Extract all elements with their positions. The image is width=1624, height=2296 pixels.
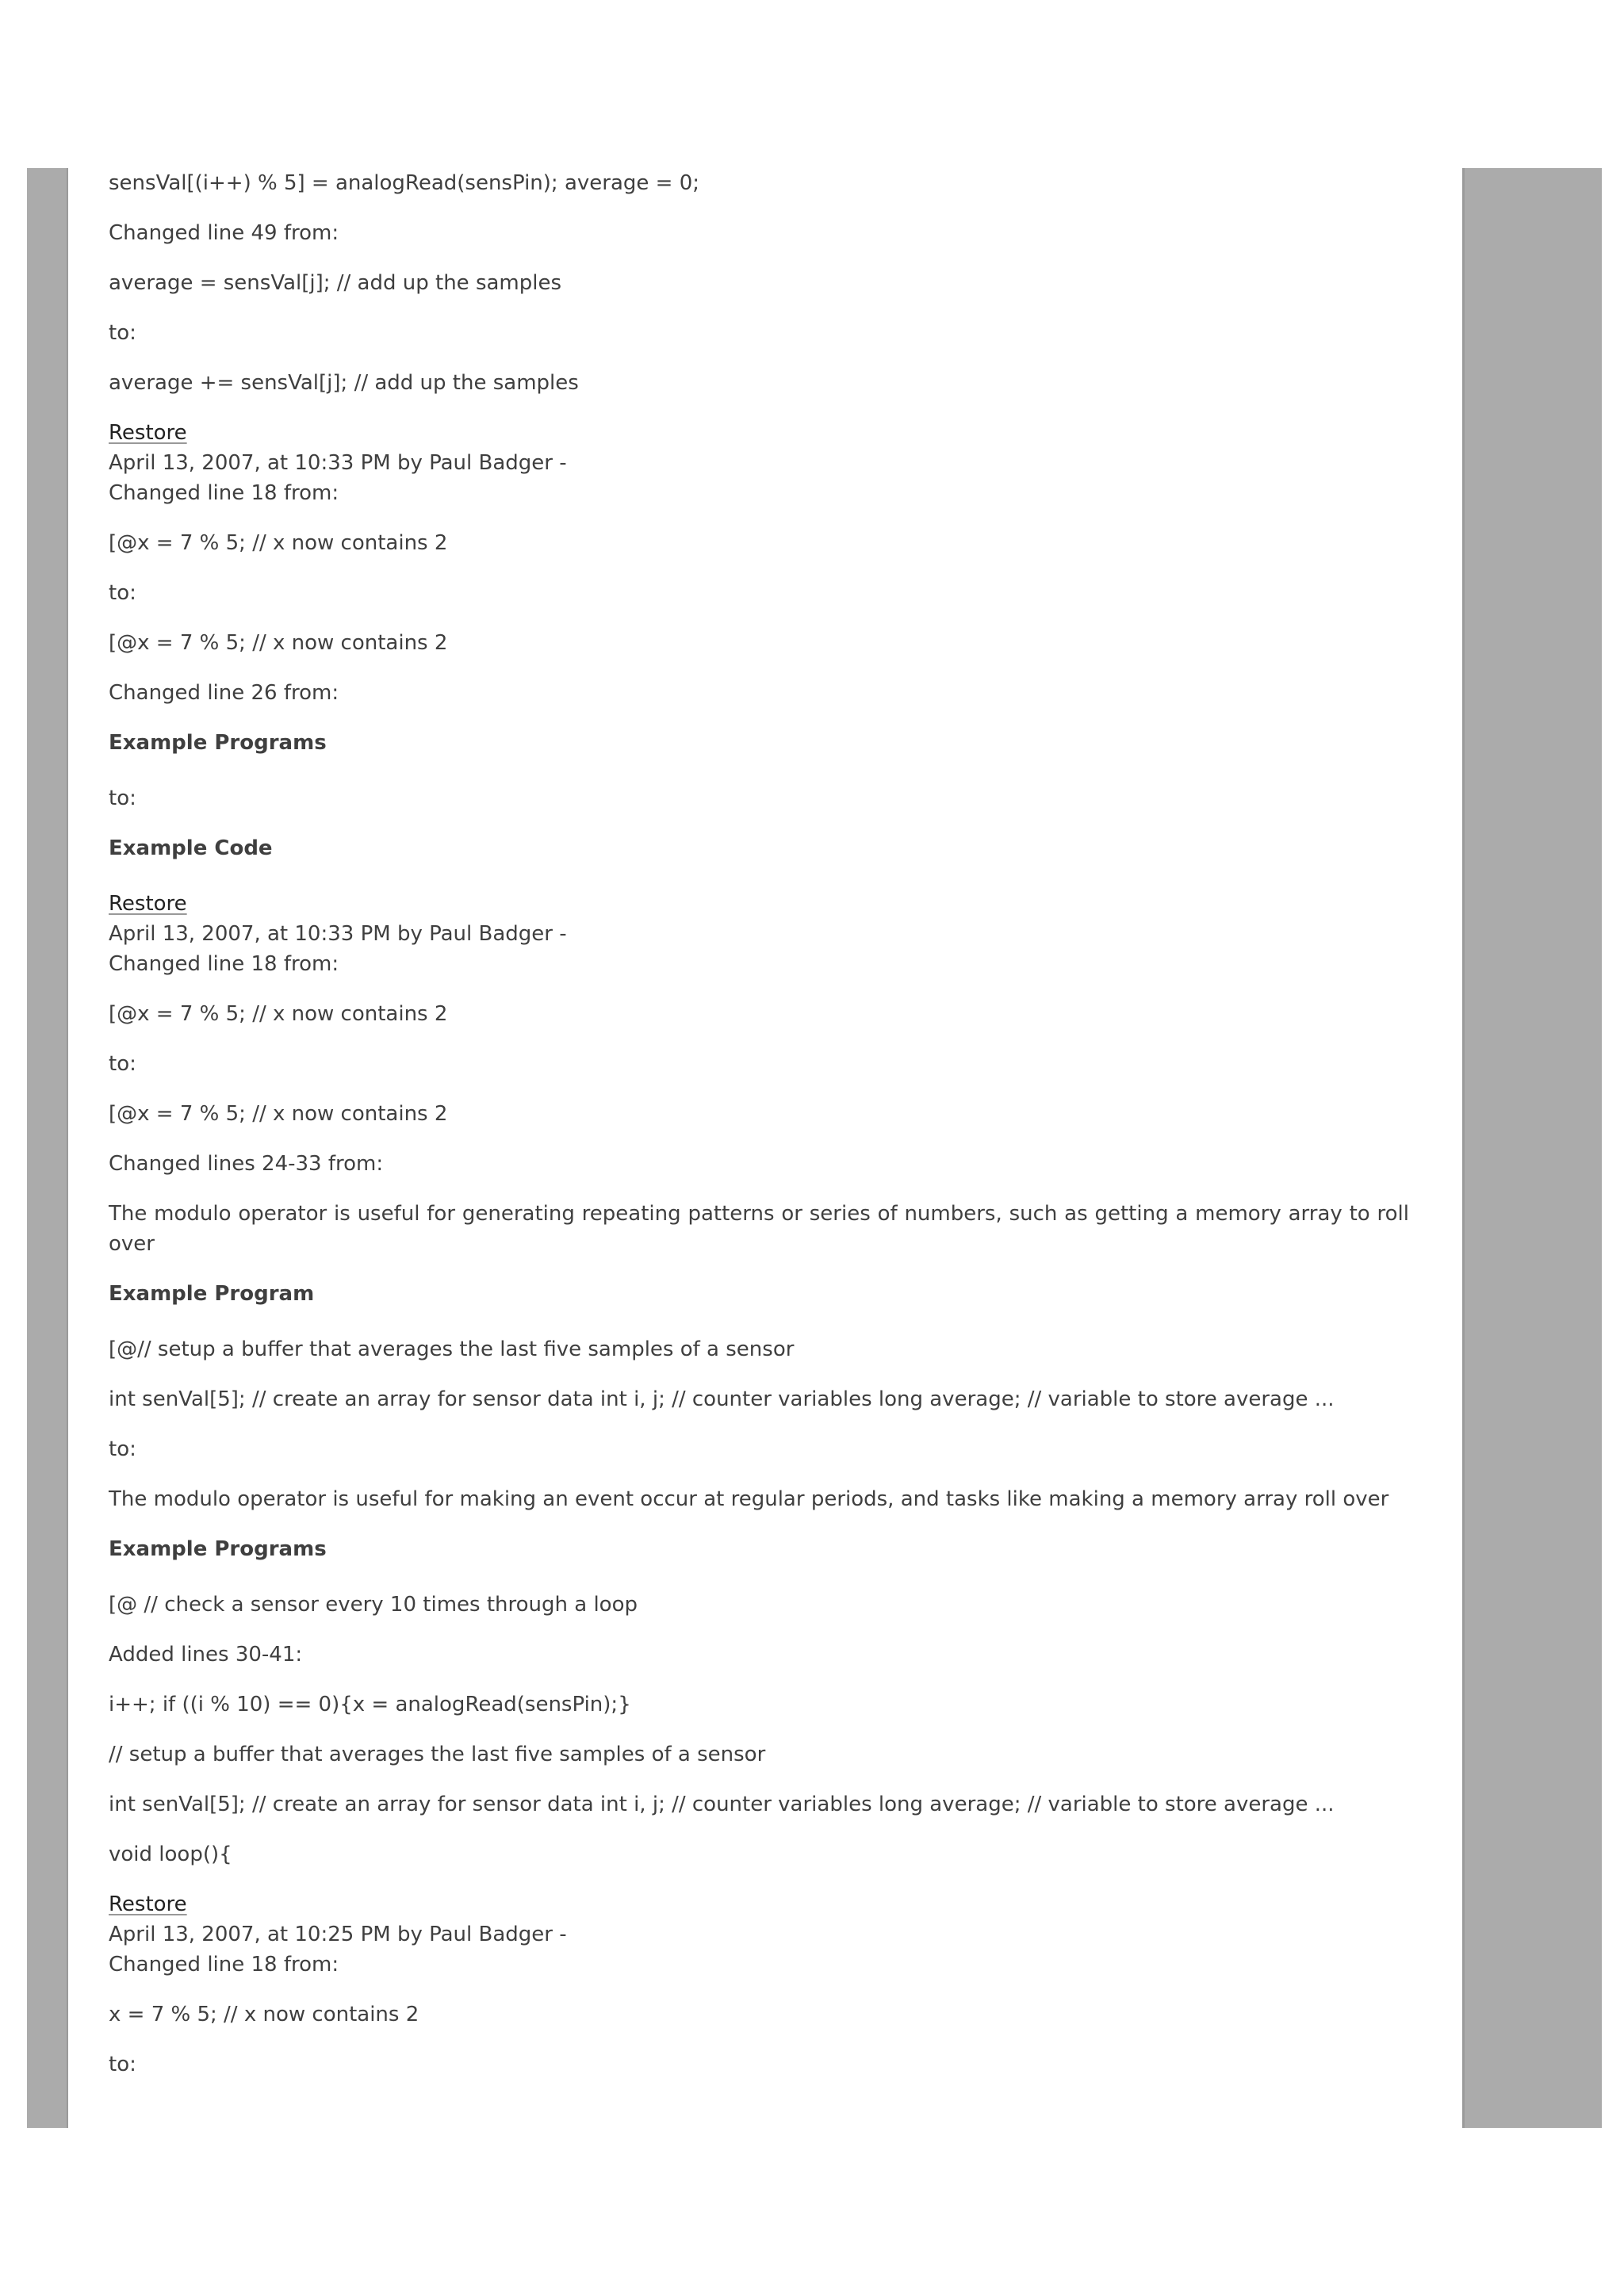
diff-text-line: to: [109, 321, 136, 345]
diff-text-line: i++; if ((i % 10) == 0){x = analogRead(sensPin);} [109, 1693, 631, 1716]
revision-entry [109, 1889, 1409, 1980]
diff-text-line: int senVal[5]; // create an array for sensor data int i, j; // counter variables long average; // variable to store average ... [109, 1793, 1335, 1816]
restore-link[interactable]: Restore [109, 1892, 187, 1916]
diff-text-line: Changed line 26 from: [109, 681, 339, 705]
diff-text-line: to: [109, 2053, 136, 2076]
revision-entry [109, 418, 1409, 508]
diff-text-line: [@ // check a sensor every 10 times through a loop [109, 1593, 638, 1617]
diff-text-line: The modulo operator is useful for making an event occur at regular periods, and tasks like making a memory array roll over [109, 1487, 1389, 1511]
diff-text-line: Added lines 30-41: [109, 1643, 303, 1667]
diff-text-line: average = sensVal[j]; // add up the samples [109, 271, 562, 295]
diff-text-line: [@x = 7 % 5; // x now contains 2 [109, 1102, 448, 1126]
revision-change-summary: Changed line 18 from: [109, 952, 339, 976]
diff-text-line: void loop(){ [109, 1843, 232, 1866]
diff-text-line: Changed lines 24-33 from: [109, 1152, 384, 1176]
diff-text-line: int senVal[5]; // create an array for sensor data int i, j; // counter variables long average; // variable to store average ... [109, 1387, 1335, 1411]
diff-text-line: to: [109, 1437, 136, 1461]
restore-link[interactable]: Restore [109, 892, 187, 916]
left-sidebar-border [27, 168, 68, 2128]
right-sidebar-border [1462, 168, 1602, 2128]
page-history-content [109, 168, 1409, 2099]
diff-text-line: Changed line 49 from: [109, 221, 339, 245]
diff-heading: Example Programs [109, 731, 327, 755]
diff-text-line: [@// setup a buffer that averages the last five samples of a sensor [109, 1337, 795, 1361]
diff-text-line: [@x = 7 % 5; // x now contains 2 [109, 631, 448, 655]
revision-date-author: April 13, 2007, at 10:25 PM by Paul Badger - [109, 1923, 567, 1946]
diff-text-line: sensVal[(i++) % 5] = analogRead(sensPin); average = 0; [109, 171, 699, 195]
diff-heading: Example Program [109, 1282, 315, 1306]
diff-text-line: // setup a buffer that averages the last five samples of a sensor [109, 1743, 766, 1766]
diff-heading: Example Programs [109, 1537, 327, 1561]
revision-date-author: April 13, 2007, at 10:33 PM by Paul Badger - [109, 451, 567, 475]
restore-link[interactable]: Restore [109, 421, 187, 445]
revision-change-summary: Changed line 18 from: [109, 1953, 339, 1976]
diff-text-line: [@x = 7 % 5; // x now contains 2 [109, 531, 448, 555]
revision-entry [109, 889, 1409, 979]
diff-heading: Example Code [109, 836, 273, 860]
diff-text-line: to: [109, 786, 136, 810]
diff-text-line: The modulo operator is useful for generating repeating patterns or series of numbers, such as getting a memory array to roll over [109, 1202, 1409, 1256]
revision-change-summary: Changed line 18 from: [109, 481, 339, 505]
diff-text-line: to: [109, 1052, 136, 1076]
diff-text-line: x = 7 % 5; // x now contains 2 [109, 2003, 419, 2026]
diff-text-line: average += sensVal[j]; // add up the samples [109, 371, 579, 395]
revision-date-author: April 13, 2007, at 10:33 PM by Paul Badger - [109, 922, 567, 946]
diff-text-line: [@x = 7 % 5; // x now contains 2 [109, 1002, 448, 1026]
diff-text-line: to: [109, 581, 136, 605]
